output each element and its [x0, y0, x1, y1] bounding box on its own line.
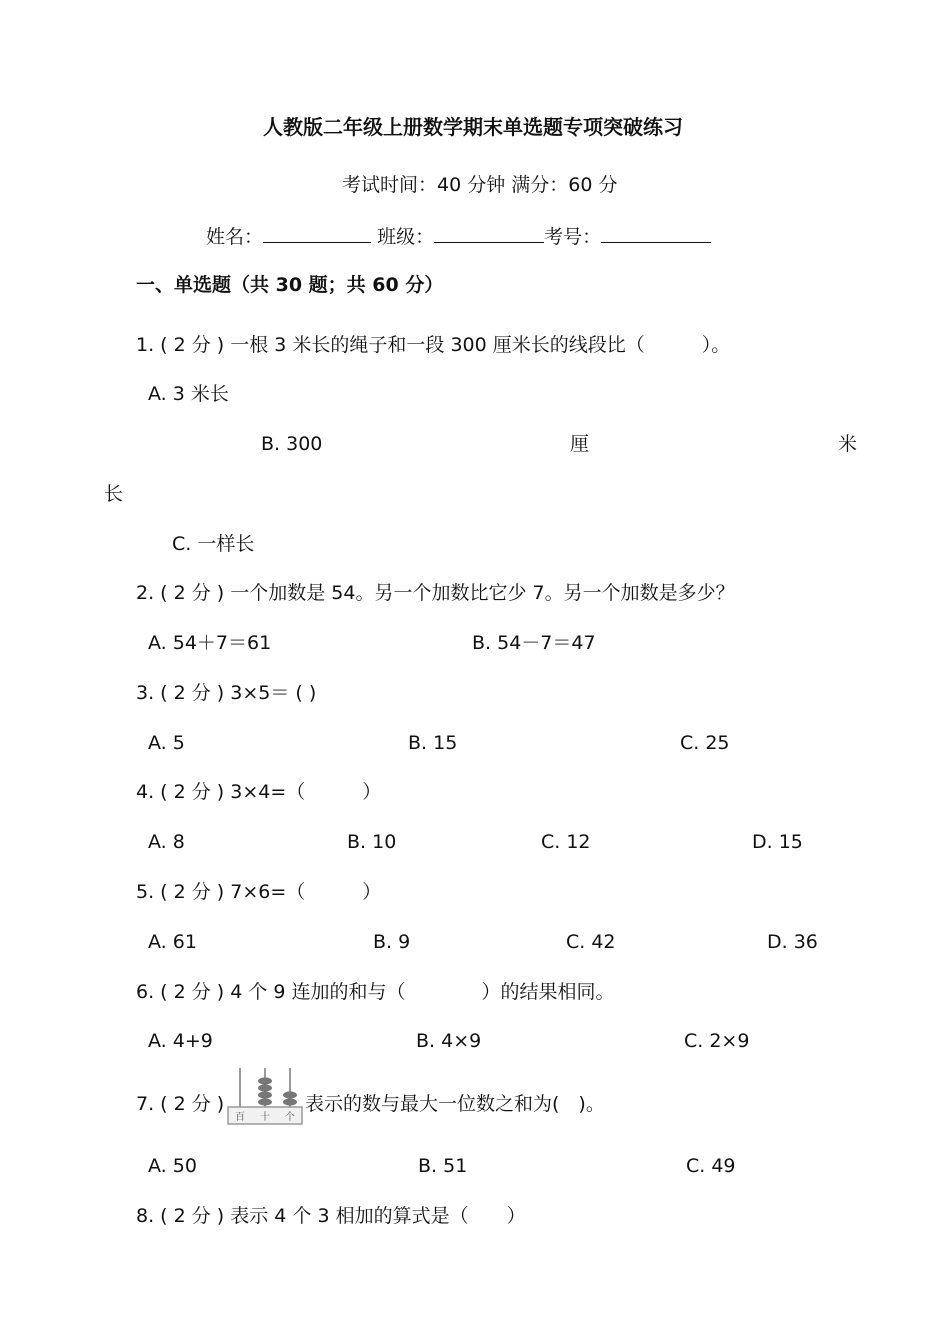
question-5-option-a[interactable]: A. 61 — [148, 931, 197, 953]
class-label: 班级： — [377, 226, 435, 248]
question-6-option-c[interactable]: C. 2×9 — [684, 1030, 750, 1052]
question-1-option-c[interactable]: C. 一样长 — [172, 533, 255, 555]
abacus-image — [226, 1064, 304, 1126]
section-title: 一、单选题（共 30 题；共 60 分） — [136, 274, 444, 296]
question-5-stem: 5. ( 2 分 ) 7×6=（ ） — [136, 881, 382, 903]
question-6-option-a[interactable]: A. 4+9 — [148, 1030, 213, 1052]
question-4-option-a[interactable]: A. 8 — [148, 831, 185, 853]
question-3-option-a[interactable]: A. 5 — [148, 732, 185, 754]
number-label: 考号： — [544, 226, 602, 248]
question-1-option-b-unit-1: 厘 — [570, 433, 590, 455]
question-3-option-b[interactable]: B. 15 — [408, 732, 458, 754]
question-6-option-b[interactable]: B. 4×9 — [416, 1030, 482, 1052]
question-1-stem: 1. ( 2 分 ) 一根 3 米长的绳子和一段 300 厘米长的线段比（ ）。 — [136, 334, 731, 356]
question-1-option-a[interactable]: A. 3 米长 — [148, 383, 229, 405]
exam-info: 考试时间：40 分钟 满分：60 分 — [342, 174, 618, 196]
question-7-stem-suffix: 表示的数与最大一位数之和为( )。 — [305, 1093, 605, 1115]
question-5-option-d[interactable]: D. 36 — [767, 931, 818, 953]
question-4-option-b[interactable]: B. 10 — [347, 831, 397, 853]
question-1-option-b-unit-2: 米 — [838, 433, 858, 455]
question-3-option-c[interactable]: C. 25 — [680, 732, 730, 754]
question-2-option-a[interactable]: A. 54＋7＝61 — [148, 632, 272, 654]
question-7-stem-prefix: 7. ( 2 分 ) — [136, 1093, 225, 1115]
question-4-stem: 4. ( 2 分 ) 3×4=（ ） — [136, 781, 382, 803]
question-7-option-c[interactable]: C. 49 — [686, 1155, 736, 1177]
abacus-label-ones: 个 — [285, 1112, 295, 1123]
question-2-option-b[interactable]: B. 54－7＝47 — [472, 632, 596, 654]
question-3-stem: 3. ( 2 分 ) 3×5＝ ( ) — [136, 682, 317, 704]
abacus-label-tens: 十 — [260, 1112, 270, 1123]
question-8-stem: 8. ( 2 分 ) 表示 4 个 3 相加的算式是（ ） — [136, 1205, 526, 1227]
number-blank[interactable] — [601, 222, 711, 243]
question-6-stem: 6. ( 2 分 ) 4 个 9 连加的和与（ ）的结果相同。 — [136, 981, 615, 1003]
question-1-option-b-unit-3: 长 — [104, 483, 124, 505]
question-1-option-b[interactable]: B. 300 — [261, 433, 323, 455]
question-2-stem: 2. ( 2 分 ) 一个加数是 54。另一个加数比它少 7。另一个加数是多少？ — [136, 582, 735, 604]
class-blank[interactable] — [434, 222, 544, 243]
question-4-option-d[interactable]: D. 15 — [752, 831, 803, 853]
abacus-icon — [226, 1064, 304, 1126]
question-7-option-b[interactable]: B. 51 — [418, 1155, 468, 1177]
question-5-option-b[interactable]: B. 9 — [373, 931, 411, 953]
abacus-label-hundreds: 百 — [235, 1112, 245, 1123]
question-7-option-a[interactable]: A. 50 — [148, 1155, 197, 1177]
student-info-line — [206, 222, 711, 250]
page-title: 人教版二年级上册数学期末单选题专项突破练习 — [263, 115, 683, 139]
name-label: 姓名： — [206, 226, 264, 248]
question-5-option-c[interactable]: C. 42 — [566, 931, 616, 953]
name-blank[interactable] — [263, 222, 371, 243]
question-4-option-c[interactable]: C. 12 — [541, 831, 591, 853]
